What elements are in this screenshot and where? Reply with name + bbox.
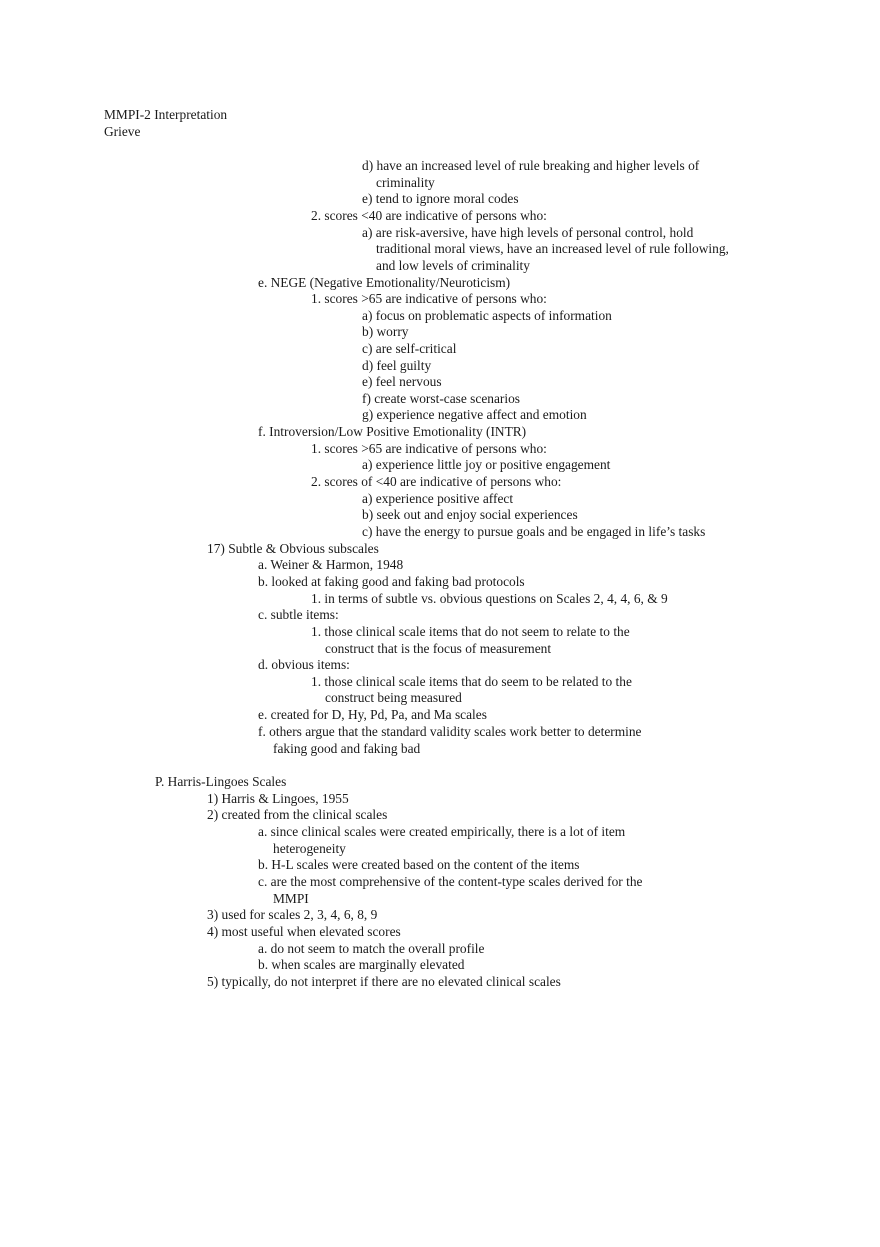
outline-item: construct that is the focus of measurement [325, 641, 552, 656]
outline-item: a. since clinical scales were created empirically, there is a lot of item [258, 824, 626, 839]
outline-item: 1) Harris & Lingoes, 1955 [207, 791, 349, 806]
outline-item: 4) most useful when elevated scores [207, 924, 401, 939]
outline-item: a) are risk-aversive, have high levels of personal control, hold [362, 225, 694, 240]
outline-item: 2. scores <40 are indicative of persons who: [311, 208, 547, 223]
outline-item: faking good and faking bad [273, 741, 421, 756]
document-title: MMPI-2 Interpretation [104, 107, 228, 122]
outline-item: e) feel nervous [362, 374, 442, 389]
outline-item: criminality [376, 175, 435, 190]
outline-item: e. NEGE (Negative Emotionality/Neuroticism) [258, 275, 511, 290]
outline-item: a) experience little joy or positive engagement [362, 457, 611, 472]
outline-item: 5) typically, do not interpret if there are no elevated clinical scales [207, 974, 561, 989]
outline-item: d) have an increased level of rule breaking and higher levels of [362, 158, 700, 173]
outline-item: e. created for D, Hy, Pd, Pa, and Ma scales [258, 707, 487, 722]
outline-item: heterogeneity [273, 841, 346, 856]
outline-item: b. H-L scales were created based on the content of the items [258, 857, 580, 872]
outline-item: 1. in terms of subtle vs. obvious questions on Scales 2, 4, 4, 6, & 9 [311, 591, 668, 606]
outline-item: b. looked at faking good and faking bad protocols [258, 574, 525, 589]
outline-item: 1. those clinical scale items that do not seem to relate to the [311, 624, 630, 639]
outline-item: construct being measured [325, 690, 462, 705]
document-author: Grieve [104, 124, 141, 139]
outline-item: d) feel guilty [362, 358, 432, 373]
outline-item: a) focus on problematic aspects of information [362, 308, 612, 323]
outline-item: 2. scores of <40 are indicative of persons who: [311, 474, 562, 489]
outline-item: traditional moral views, have an increased level of rule following, [376, 241, 729, 256]
outline-item: a. Weiner & Harmon, 1948 [258, 557, 404, 572]
outline-item: d. obvious items: [258, 657, 350, 672]
section-heading: P. Harris-Lingoes Scales [155, 774, 287, 789]
outline-item: 3) used for scales 2, 3, 4, 6, 8, 9 [207, 907, 378, 922]
outline-item: b) seek out and enjoy social experiences [362, 507, 578, 522]
outline-item: a) experience positive affect [362, 491, 514, 506]
outline-item: c. subtle items: [258, 607, 339, 622]
outline-item: g) experience negative affect and emotion [362, 407, 587, 422]
outline-item: and low levels of criminality [376, 258, 530, 273]
outline-item: 2) created from the clinical scales [207, 807, 388, 822]
outline-item: c) are self-critical [362, 341, 457, 356]
outline-item: b. when scales are marginally elevated [258, 957, 465, 972]
outline-item: f. Introversion/Low Positive Emotionality (INTR) [258, 424, 527, 439]
outline-item: 17) Subtle & Obvious subscales [207, 541, 379, 556]
outline-item: c. are the most comprehensive of the content-type scales derived for the [258, 874, 643, 889]
outline-item: e) tend to ignore moral codes [362, 191, 519, 206]
outline-item: c) have the energy to pursue goals and be engaged in life’s tasks [362, 524, 706, 539]
outline-item: a. do not seem to match the overall profile [258, 941, 485, 956]
outline-item: 1. those clinical scale items that do seem to be related to the [311, 674, 632, 689]
outline-item: MMPI [273, 891, 309, 906]
outline-item: f. others argue that the standard validity scales work better to determine [258, 724, 642, 739]
outline-item: b) worry [362, 324, 409, 339]
outline-item: 1. scores >65 are indicative of persons who: [311, 441, 547, 456]
outline-item: f) create worst-case scenarios [362, 391, 520, 406]
outline-item: 1. scores >65 are indicative of persons who: [311, 291, 547, 306]
